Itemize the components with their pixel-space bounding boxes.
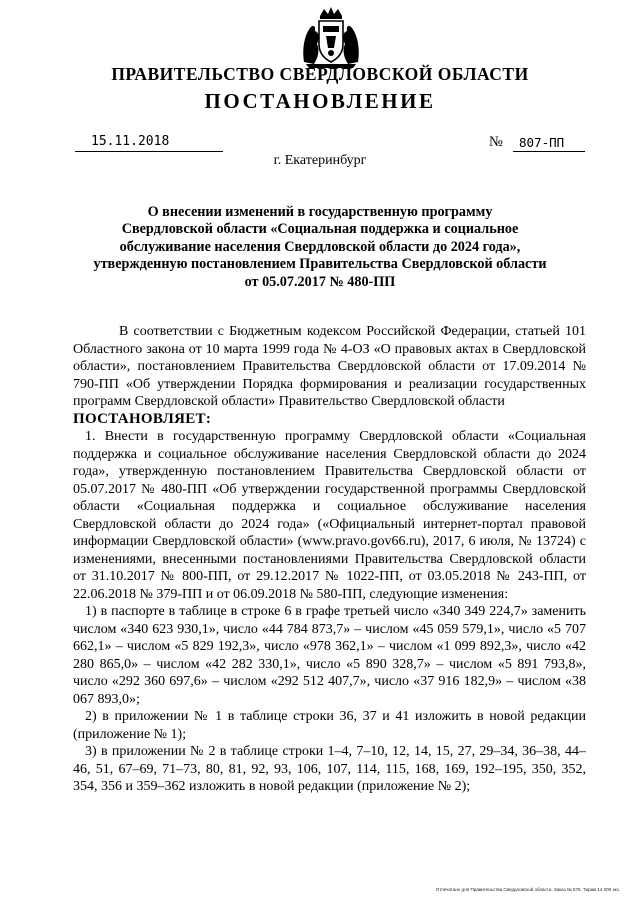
title-line: О внесении изменений в государственную программу (147, 204, 493, 220)
document-date-field (75, 134, 223, 152)
city-name: г. Екатеринбург (273, 153, 367, 168)
number-sign: № (489, 134, 503, 150)
title-line: от 05.07.2017 № 480-ПП (244, 273, 396, 290)
organization-name: ПРАВИТЕЛЬСТВО СВЕРДЛОВСКОЙ ОБЛАСТИ (111, 64, 529, 84)
title-line: Свердловской области «Социальная поддержка и социальное (121, 221, 519, 238)
print-note: Отпечатано для Правительства Свердловской области. Заказ № 575. Тираж 14 000 экз. (435, 887, 620, 892)
document-title (90, 204, 550, 291)
document-body (73, 323, 586, 796)
title-line: обслуживание населения Свердловской области до 2024 года», (119, 238, 521, 255)
subitem-1-paragraph: 1) в паспорте в таблице в строке 6 в графе третьей число «340 349 224,7» заменить числом «340 623 930,1», число «44 784 873,7» – числом «45 059 579,1», число «5 707 662,1» – числом «5 829 192,3», число «978 362,1» – числом «1 099 892,3», число «42 280 865,0» – числом «42 282 330,1», число «5 890 328,7» – числом «5 891 793,8», число «292 360 697,6» – числом «292 512 407,7», число «37 916 182,9» – числом «38 067 893,0»; (73, 604, 586, 707)
document-number-field (489, 134, 585, 151)
item-1-paragraph: 1. Внести в государственную программу Свердловской области «Социальная поддержка и социальное обслуживание населения Свердловской области до 2024 года», утвержденную постановлением Правительства Свердловской области от 05.07.2017 № 480-ПП «Об утверждении государственной программы Свердловской области «Социальная поддержка и социальное обслуживание населения Свердловской области до 2024 года» («Официальный интернет-портал правовой информации Свердловской области» (www.pravo.gov66.ru), 2017, 6 июля, № 13724) с изменениями, внесенными постановлениями Правительства Свердловской области от 31.10.2017 № 800-ПП, от 29.12.2017 № 1022-ПП, от 03.05.2018 № 243-ПП, от 22.06.2018 № 379-ПП и от 06.09.2018 № 580-ПП, следующие изменения: (73, 429, 586, 602)
document-number-underline (513, 134, 585, 152)
resolve-heading: ПОСТАНОВЛЯЕТ: (73, 410, 212, 427)
subitem-3-paragraph: 3) в приложении № 2 в таблице строки 1–4, 7–10, 12, 14, 15, 27, 29–34, 36–38, 44–46, 51, 67–69, 71–73, 80, 81, 92, 93, 106, 107, 114, 115, 168, 169, 192–195, 350, 352, 354, 356 и 359–362 изложить в новой редакции (приложение № 2); (73, 744, 586, 794)
subitem-2-paragraph: 2) в приложении № 1 в таблице строки 36, 37 и 41 изложить в новой редакции (приложение № 1); (73, 709, 586, 742)
preamble-paragraph: В соответствии с Бюджетным кодексом Российской Федерации, статьей 101 Областного закона от 10 марта 1999 года № 4-ОЗ «О правовых актах в Свердловской области», постановлением Правительства Свердловской области от 17.09.2014 № 790-ПП «Об утверждении Порядка формирования и реализации государственных программ Свердловской области» Правительство Свердловской области (73, 324, 586, 409)
coat-of-arms-icon (298, 6, 364, 70)
document-type: ПОСТАНОВЛЕНИЕ (204, 89, 436, 113)
document-date: 15.11.2018 (91, 134, 170, 149)
title-line: утвержденную постановлением Правительства Свердловской области (93, 256, 547, 273)
document-number: 807-ПП (519, 135, 565, 150)
